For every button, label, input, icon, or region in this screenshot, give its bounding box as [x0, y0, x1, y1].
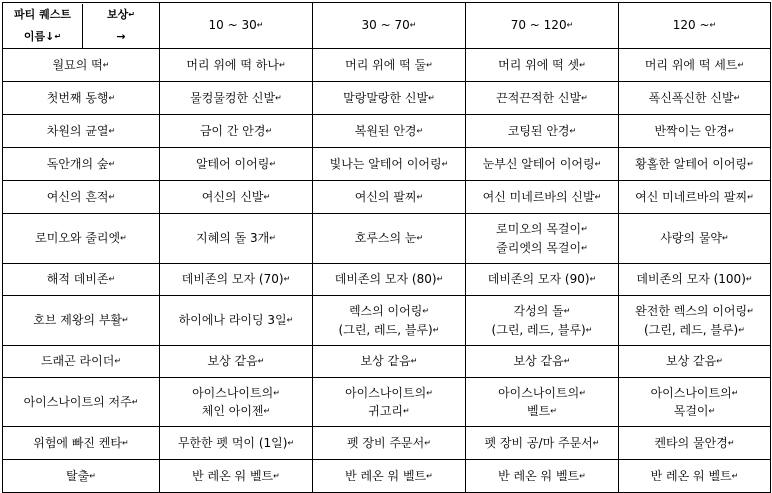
- reward-cell: [313, 346, 466, 378]
- paragraph-mark-icon: ↵: [747, 306, 754, 316]
- reward-line: [347, 436, 431, 450]
- quest-name: 아이스나이트의 저주: [23, 394, 132, 409]
- table-row: [3, 378, 771, 427]
- quest-name-cell: [3, 115, 160, 148]
- reward-line: [179, 313, 294, 327]
- paragraph-mark-icon: ↵: [416, 233, 424, 243]
- paragraph-mark-icon: ↵: [581, 93, 588, 103]
- reward-text: 아이스나이트의: [345, 385, 427, 400]
- range-header-2: [313, 3, 466, 49]
- reward-text: 벨트: [527, 404, 551, 418]
- paragraph-mark-icon: ↵: [731, 388, 739, 397]
- quest-name: 위험에 빠진 켄타: [33, 435, 123, 450]
- reward-line: [330, 157, 449, 171]
- reward-line: [649, 91, 741, 105]
- range-label: 30 ~ 70: [361, 18, 410, 33]
- paragraph-mark-icon: ↵: [738, 325, 745, 334]
- reward-cell: [619, 296, 771, 346]
- paragraph-mark-icon: ↵: [592, 438, 600, 448]
- reward-line: [355, 190, 423, 204]
- quest-name: 독안개의 숲: [46, 156, 109, 171]
- reward-cell: [619, 148, 771, 181]
- reward-text: 눈부신 알테어 이어링: [482, 156, 595, 171]
- reward-line: [202, 190, 270, 204]
- reward-text: 줄리엣의 목걸이: [496, 240, 582, 255]
- header-corner-cell: [3, 3, 160, 49]
- paragraph-mark-icon: ↵: [422, 306, 430, 316]
- reward-text: 아이스나이트의: [498, 385, 580, 400]
- reward-text: 펫 장비 주문서: [347, 435, 425, 450]
- reward-text: 데비존의 모자 (70): [181, 272, 284, 287]
- reward-cell: [466, 49, 619, 82]
- paragraph-mark-icon: ↵: [108, 93, 116, 103]
- reward-line: [466, 220, 618, 239]
- reward-text: 켄타의 물안경: [654, 435, 728, 450]
- paragraph-mark-icon: ↵: [722, 233, 729, 243]
- paragraph-mark-icon: ↵: [122, 315, 129, 325]
- reward-line: [196, 157, 276, 171]
- reward-text: 렉스의 이어링: [348, 304, 423, 318]
- reward-cell: [466, 264, 619, 296]
- paragraph-mark-icon: ↵: [569, 126, 577, 136]
- reward-text: 데비존의 모자 (90): [487, 272, 590, 287]
- reward-line: [619, 321, 770, 340]
- reward-text: 아이스나이트의: [192, 385, 274, 400]
- reward-cell: [619, 378, 771, 427]
- reward-cell: [160, 148, 313, 181]
- reward-line: [160, 402, 312, 421]
- reward-cell: [619, 460, 771, 493]
- table-row: [3, 346, 771, 378]
- reward-text: 물컹물컹한 신발: [190, 90, 276, 105]
- reward-text: 말랑말랑한 신발: [343, 90, 429, 105]
- reward-cell: [619, 346, 771, 378]
- reward-line: [361, 354, 418, 368]
- reward-cell: [160, 346, 313, 378]
- paragraph-mark-icon: ↵: [54, 31, 62, 41]
- corner-bottom-left-group: [24, 30, 61, 44]
- range-header-3: [466, 3, 619, 49]
- reward-line: [466, 239, 618, 258]
- reward-cell: [160, 460, 313, 493]
- paragraph-mark-icon: ↵: [745, 274, 753, 284]
- table-row: [3, 296, 771, 346]
- range-header-1: [160, 3, 313, 49]
- paragraph-mark-icon: ↵: [594, 192, 602, 202]
- reward-text: 코팅된 안경: [507, 123, 570, 138]
- reward-text: 알테어 이어링: [195, 156, 270, 171]
- reward-text: 보상 같음: [666, 354, 717, 369]
- paragraph-mark-icon: ↵: [257, 356, 265, 366]
- reward-line: [313, 302, 465, 321]
- reward-cell: [619, 82, 771, 115]
- reward-cell: [619, 214, 771, 264]
- reward-line: [178, 436, 294, 450]
- reward-cell: [466, 214, 619, 264]
- table-row: [3, 82, 771, 115]
- reward-cell: [160, 378, 313, 427]
- paragraph-mark-icon: ↵: [432, 325, 440, 334]
- reward-cell: [160, 181, 313, 214]
- corner-top-left-label: 파티 퀘스트: [14, 7, 71, 21]
- reward-text: 끈적끈적한 신발: [496, 90, 582, 105]
- paragraph-mark-icon: ↵: [585, 325, 593, 334]
- table-row: [3, 427, 771, 460]
- paragraph-mark-icon: ↵: [102, 60, 110, 70]
- reward-cell: [313, 49, 466, 82]
- reward-line: [483, 157, 602, 171]
- reward-line: [483, 190, 602, 204]
- table-row: [3, 148, 771, 181]
- paragraph-mark-icon: ↵: [426, 388, 433, 397]
- paragraph-mark-icon: ↵: [579, 388, 586, 397]
- paragraph-mark-icon: ↵: [265, 126, 273, 136]
- paragraph-mark-icon: ↵: [727, 438, 735, 448]
- quest-name: 월묘의 떡: [52, 57, 103, 72]
- party-quest-reward-table: [2, 2, 771, 493]
- reward-text: 반 레온 워 벨트: [345, 468, 427, 483]
- quest-name-cell: [3, 427, 160, 460]
- paragraph-mark-icon: ↵: [273, 388, 280, 397]
- reward-text: 여신의 팔찌: [354, 189, 417, 204]
- paragraph-mark-icon: ↵: [428, 93, 435, 103]
- reward-line: [636, 272, 752, 286]
- paragraph-mark-icon: ↵: [563, 356, 571, 366]
- paragraph-mark-icon: ↵: [579, 60, 586, 70]
- quest-name: 해적 데비존: [46, 272, 109, 287]
- reward-line: [654, 436, 734, 450]
- paragraph-mark-icon: ↵: [256, 20, 264, 30]
- reward-line: [192, 469, 280, 483]
- paragraph-mark-icon: ↵: [283, 274, 291, 284]
- paragraph-mark-icon: ↵: [581, 224, 588, 234]
- paragraph-mark-icon: ↵: [410, 356, 418, 366]
- reward-line: [660, 231, 728, 245]
- paragraph-mark-icon: ↵: [589, 274, 597, 284]
- paragraph-mark-icon: ↵: [563, 306, 571, 316]
- paragraph-mark-icon: ↵: [709, 20, 717, 30]
- reward-text: 보상 같음: [207, 354, 258, 369]
- reward-text: 황홀한 알테어 이어링: [635, 156, 748, 171]
- reward-text: 머리 위에 떡 하나: [186, 57, 279, 72]
- reward-text: 각성의 돌: [513, 304, 564, 318]
- paragraph-mark-icon: ↵: [286, 315, 294, 325]
- reward-text: 보상 같음: [360, 354, 411, 369]
- paragraph-mark-icon: ↵: [733, 93, 741, 103]
- reward-text: 머리 위에 떡 셋: [498, 57, 580, 72]
- paragraph-mark-icon: ↵: [275, 93, 282, 103]
- reward-text: (그린, 레드, 블루): [491, 322, 586, 337]
- reward-cell: [619, 264, 771, 296]
- reward-cell: [313, 427, 466, 460]
- reward-text: (그린, 레드, 블루): [338, 322, 433, 337]
- paragraph-mark-icon: ↵: [550, 406, 557, 416]
- reward-text: 목걸이: [673, 404, 709, 418]
- quest-name-cell: [3, 264, 160, 296]
- reward-line: [345, 469, 433, 483]
- reward-line: [160, 384, 312, 403]
- reward-cell: [160, 427, 313, 460]
- paragraph-mark-icon: ↵: [287, 438, 295, 448]
- table-row: [3, 115, 771, 148]
- reward-cell: [313, 214, 466, 264]
- reward-cell: [466, 460, 619, 493]
- reward-text: 반 레온 워 벨트: [192, 468, 274, 483]
- reward-text: 반 레온 워 벨트: [498, 468, 580, 483]
- corner-top-right-label: 보상: [107, 7, 129, 21]
- reward-text: 여신 미네르바의 팔찌: [635, 189, 748, 204]
- reward-cell: [313, 378, 466, 427]
- reward-line: [466, 384, 618, 403]
- reward-text: 체인 아이젠: [201, 404, 264, 418]
- reward-cell: [313, 181, 466, 214]
- reward-line: [666, 354, 723, 368]
- paragraph-mark-icon: ↵: [426, 60, 433, 70]
- reward-line: [466, 402, 618, 421]
- range-label: 70 ~ 120: [510, 18, 567, 33]
- corner-bottom-right-label: →: [116, 29, 126, 43]
- reward-cell: [160, 296, 313, 346]
- paragraph-mark-icon: ↵: [403, 406, 410, 416]
- paragraph-mark-icon: ↵: [731, 471, 739, 481]
- paragraph-mark-icon: ↵: [131, 397, 139, 407]
- paragraph-mark-icon: ↵: [416, 192, 424, 202]
- reward-line: [182, 272, 291, 286]
- reward-cell: [466, 82, 619, 115]
- paragraph-mark-icon: ↵: [263, 406, 271, 416]
- paragraph-mark-icon: ↵: [416, 126, 424, 136]
- reward-line: [186, 58, 285, 72]
- paragraph-mark-icon: ↵: [579, 471, 586, 481]
- reward-cell: [466, 346, 619, 378]
- table-row: [3, 214, 771, 264]
- reward-cell: [619, 427, 771, 460]
- reward-text: 로미오의 목걸이: [496, 222, 582, 236]
- reward-line: [654, 124, 734, 138]
- paragraph-mark-icon: ↵: [441, 159, 449, 169]
- paragraph-mark-icon: ↵: [747, 159, 754, 169]
- reward-text: 펫 장비 공/마 주문서: [484, 435, 593, 450]
- reward-text: 사랑의 물약: [660, 231, 723, 246]
- reward-text: 빛나는 알테어 이어링: [329, 156, 442, 171]
- reward-line: [355, 231, 423, 245]
- range-label: 120 ~: [672, 18, 710, 33]
- quest-name: 드래곤 라이더: [40, 354, 115, 369]
- corner-left: [3, 4, 82, 48]
- paragraph-mark-icon: ↵: [426, 471, 433, 481]
- reward-cell: [160, 115, 313, 148]
- reward-line: [635, 157, 754, 171]
- reward-text: 완전한 렉스의 이어링: [635, 304, 748, 318]
- reward-cell: [466, 378, 619, 427]
- quest-name-cell: [3, 378, 160, 427]
- paragraph-mark-icon: ↵: [263, 192, 271, 202]
- paragraph-mark-icon: ↵: [716, 356, 723, 366]
- paragraph-mark-icon: ↵: [120, 233, 127, 243]
- paragraph-mark-icon: ↵: [566, 20, 574, 30]
- quest-name: 호브 제왕의 부활: [33, 313, 123, 328]
- reward-cell: [160, 214, 313, 264]
- paragraph-mark-icon: ↵: [424, 438, 431, 448]
- reward-text: 보상 같음: [513, 354, 564, 369]
- reward-cell: [466, 427, 619, 460]
- paragraph-mark-icon: ↵: [128, 9, 135, 19]
- paragraph-mark-icon: ↵: [269, 159, 277, 169]
- paragraph-mark-icon: ↵: [89, 471, 96, 481]
- paragraph-mark-icon: ↵: [273, 471, 280, 481]
- paragraph-mark-icon: ↵: [436, 274, 444, 284]
- paragraph-mark-icon: ↵: [278, 60, 286, 70]
- paragraph-mark-icon: ↵: [727, 126, 735, 136]
- quest-name-cell: [3, 296, 160, 346]
- paragraph-mark-icon: ↵: [708, 406, 716, 416]
- corner-right: [82, 4, 159, 48]
- reward-line: [190, 91, 282, 105]
- table-body: [3, 3, 771, 493]
- paragraph-mark-icon: ↵: [737, 60, 745, 70]
- reward-line: [498, 469, 586, 483]
- reward-line: [355, 124, 423, 138]
- reward-text: 귀고리: [368, 404, 404, 418]
- reward-line: [488, 272, 597, 286]
- reward-line: [466, 302, 618, 321]
- reward-line: [345, 58, 433, 72]
- reward-cell: [160, 49, 313, 82]
- reward-text: 반 레온 워 벨트: [650, 468, 732, 483]
- paragraph-mark-icon: ↵: [409, 20, 417, 30]
- reward-cell: [160, 82, 313, 115]
- reward-line: [313, 402, 465, 421]
- reward-cell: [313, 148, 466, 181]
- reward-cell: [619, 49, 771, 82]
- quest-name: 차원의 균열: [46, 123, 109, 138]
- reward-line: [208, 354, 265, 368]
- reward-line: [508, 124, 576, 138]
- range-label: 10 ~ 30: [208, 18, 257, 33]
- reward-text: 머리 위에 떡 세트: [644, 57, 738, 72]
- quest-name-cell: [3, 82, 160, 115]
- reward-cell: [313, 82, 466, 115]
- reward-line: [645, 58, 744, 72]
- quest-name: 탈출: [66, 468, 90, 483]
- reward-text: 반짝이는 안경: [654, 123, 728, 138]
- paragraph-mark-icon: ↵: [108, 159, 116, 169]
- reward-line: [335, 272, 444, 286]
- quest-name: 로미오와 줄리엣: [35, 231, 121, 246]
- header-corner: [3, 4, 159, 48]
- reward-text: 데비존의 모자 (100): [636, 272, 746, 287]
- reward-cell: [313, 264, 466, 296]
- reward-text: 여신의 신발: [201, 189, 264, 204]
- range-header-4: [619, 3, 771, 49]
- reward-text: (그린, 레드, 블루): [644, 322, 739, 337]
- paragraph-mark-icon: ↵: [747, 192, 754, 202]
- quest-name: 첫번째 동행: [46, 90, 109, 105]
- quest-name-cell: [3, 49, 160, 82]
- reward-text: 지혜의 돌 3개: [196, 231, 270, 246]
- reward-cell: [466, 115, 619, 148]
- reward-cell: [313, 115, 466, 148]
- reward-line: [635, 190, 754, 204]
- reward-cell: [466, 296, 619, 346]
- reward-cell: [466, 181, 619, 214]
- quest-name-cell: [3, 214, 160, 264]
- reward-line: [343, 91, 435, 105]
- paragraph-mark-icon: ↵: [114, 356, 122, 366]
- paragraph-mark-icon: ↵: [581, 243, 588, 252]
- reward-line: [498, 58, 586, 72]
- reward-cell: [313, 296, 466, 346]
- quest-name: 여신의 흔적: [46, 189, 109, 204]
- header-row: [3, 3, 771, 49]
- quest-name-cell: [3, 181, 160, 214]
- reward-line: [619, 384, 770, 403]
- paragraph-mark-icon: ↵: [269, 233, 276, 243]
- reward-line: [313, 321, 465, 340]
- reward-text: 금이 간 안경: [199, 123, 266, 138]
- reward-cell: [160, 264, 313, 296]
- reward-text: 호루스의 눈: [354, 231, 417, 246]
- reward-line: [196, 231, 276, 245]
- paragraph-mark-icon: ↵: [108, 274, 116, 284]
- quest-name-cell: [3, 346, 160, 378]
- reward-line: [485, 436, 600, 450]
- reward-text: 데비존의 모자 (80): [334, 272, 437, 287]
- quest-name-cell: [3, 148, 160, 181]
- reward-cell: [619, 115, 771, 148]
- reward-line: [514, 354, 571, 368]
- reward-text: 아이스나이트의: [650, 385, 732, 400]
- table-row: [3, 264, 771, 296]
- paragraph-mark-icon: ↵: [122, 438, 129, 448]
- reward-text: 하이에나 라이딩 3일: [178, 313, 287, 328]
- reward-text: 여신 미네르바의 신발: [482, 189, 595, 204]
- table-row: [3, 181, 771, 214]
- reward-line: [651, 469, 739, 483]
- table-row: [3, 49, 771, 82]
- paragraph-mark-icon: ↵: [594, 159, 602, 169]
- reward-line: [619, 402, 770, 421]
- reward-text: 복원된 안경: [354, 123, 417, 138]
- reward-cell: [313, 460, 466, 493]
- reward-line: [200, 124, 272, 138]
- reward-line: [496, 91, 588, 105]
- corner-bottom-left-label: 이름↓: [23, 29, 55, 43]
- reward-cell: [619, 181, 771, 214]
- reward-line: [466, 321, 618, 340]
- table-row: [3, 460, 771, 493]
- reward-text: 머리 위에 떡 둘: [345, 57, 427, 72]
- paragraph-mark-icon: ↵: [108, 126, 116, 136]
- reward-line: [619, 302, 770, 321]
- reward-text: 무한한 펫 먹이 (1일): [177, 435, 288, 450]
- reward-cell: [466, 148, 619, 181]
- quest-name-cell: [3, 460, 160, 493]
- reward-line: [313, 384, 465, 403]
- corner-top-right-group: [107, 8, 135, 22]
- reward-text: 폭신폭신한 신발: [648, 90, 734, 105]
- paragraph-mark-icon: ↵: [108, 192, 116, 202]
